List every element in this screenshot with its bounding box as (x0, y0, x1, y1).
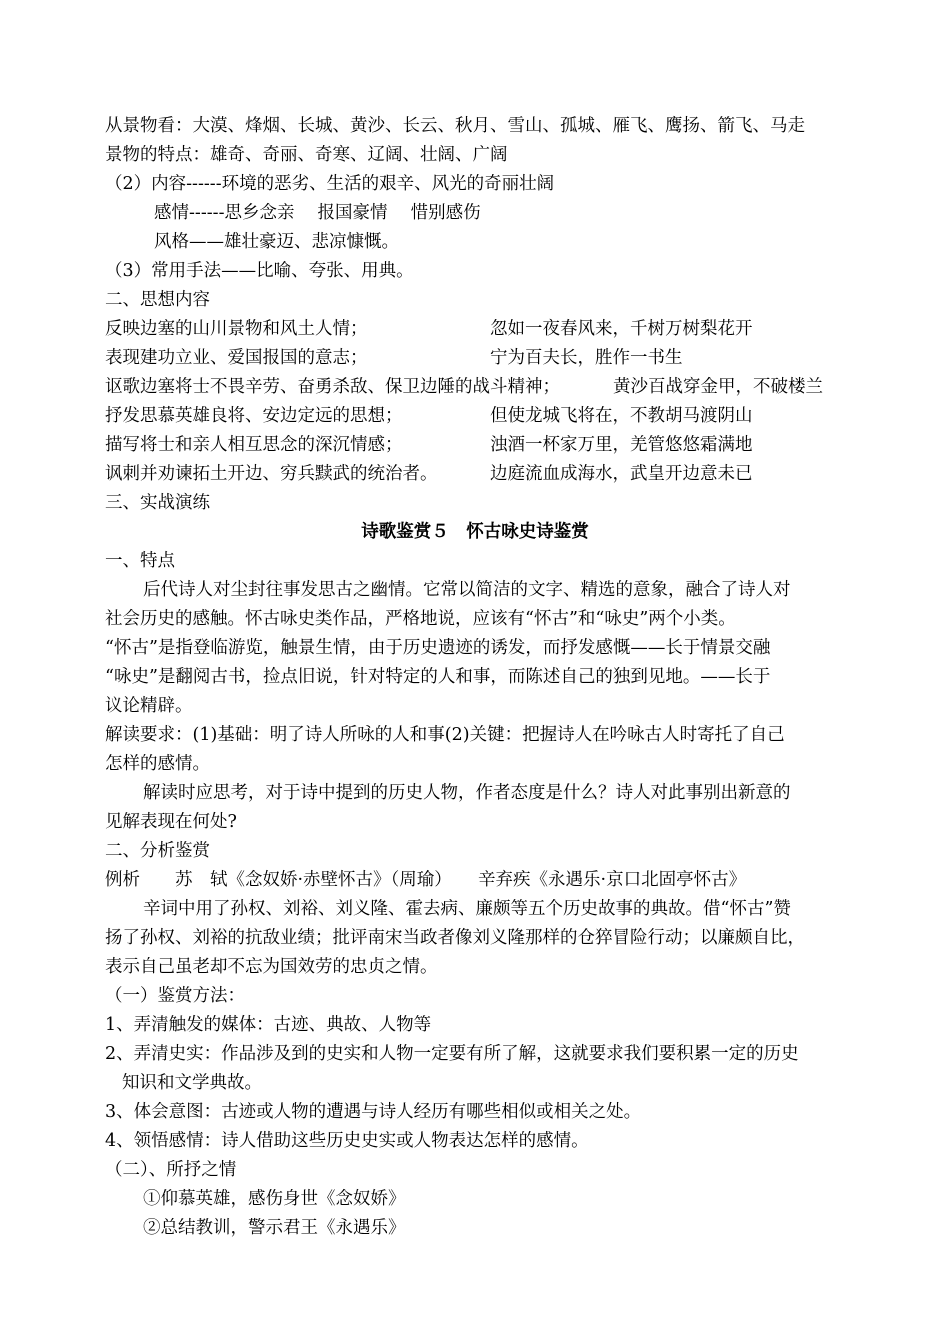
paragraph-line: 解读要求：(1)基础：明了诗人所咏的人和事(2)关键：把握诗人在吟咏古人时寄托了自己 (105, 725, 785, 745)
thought-row-right: 宁为百夫长，胜作一书生 (490, 348, 683, 368)
thought-row-left: 描写将士和亲人相互思念的深沉情感； (105, 435, 403, 455)
paragraph-line: 见解表现在何处? (105, 812, 237, 832)
thought-row-right: 浊酒一杯家万里，羌管悠悠霜满地 (490, 435, 753, 455)
emotion-item: ②总结教训，警示君王《永遇乐》 (143, 1218, 406, 1238)
thought-row-right: 但使龙城飞将在，不教胡马渡阴山 (490, 406, 753, 426)
content-line: （2）内容------环境的恶劣、生活的艰辛、风光的奇丽壮阔 (105, 174, 555, 194)
scenery-list-line: 从景物看：大漠、烽烟、长城、黄沙、长云、秋月、雪山、孤城、雁飞、鹰扬、箭飞、马走 (105, 116, 805, 136)
paragraph-line: 解读时应思考，对于诗中提到的历史人物，作者态度是什么？诗人对此事别出新意的 (143, 783, 791, 803)
thought-row-left: 讴歌边塞将士不畏辛劳、奋勇杀敌、保卫边陲的战斗精神； (105, 377, 560, 397)
section-heading-thought: 二、思想内容 (105, 290, 210, 310)
thought-row-right: 黄沙百战穿金甲，不破楼兰 (613, 377, 823, 397)
emotion-line: 感情------思乡念亲 报国豪情 惜别感伤 (154, 203, 481, 223)
thought-row-right: 忽如一夜春风来，千树万树梨花开 (490, 319, 753, 339)
paragraph-line: 怎样的感情。 (105, 754, 210, 774)
thought-row-left: 抒发思慕英雄良将、安边定远的思想； (105, 406, 403, 426)
method-item-continuation: 知识和文学典故。 (122, 1073, 262, 1093)
paragraph-line: 表示自己虽老却不忘为国效劳的忠贞之情。 (105, 957, 438, 977)
section-heading-practice: 三、实战演练 (105, 493, 210, 513)
thought-row-left: 表现建功立业、爱国报国的意志； (105, 348, 368, 368)
method-item: 3、体会意图：古迹或人物的遭遇与诗人经历有哪些相似或相关之处。 (105, 1102, 642, 1122)
thought-row-left: 讽刺并劝谏拓土开边、穷兵黩武的统治者。 (105, 464, 438, 484)
method-item: 4、领悟感情：诗人借助这些历史史实或人物表达怎样的感情。 (105, 1131, 589, 1151)
page-title: 诗歌鉴赏５ 怀古咏史诗鉴赏 (361, 522, 589, 542)
method-item: 2、弄清史实：作品涉及到的史实和人物一定要有所了解，这就要求我们要积累一定的历史 (105, 1044, 799, 1064)
paragraph-line: 后代诗人对尘封往事发思古之幽情。它常以简洁的文字、精选的意象，融合了诗人对 (143, 580, 791, 600)
paragraph-line: 辛词中用了孙权、刘裕、刘义隆、霍去病、廉颇等五个历史故事的典故。借“怀古”赞 (143, 899, 791, 919)
scenery-features-line: 景物的特点：雄奇、奇丽、奇寒、辽阔、壮阔、广阔 (105, 145, 508, 165)
example-line: 例析 苏 轼《念奴娇·赤壁怀古》（周瑜） 辛弃疾《永遇乐·京口北固亭怀古》 (105, 870, 747, 890)
style-line: 风格——雄壮豪迈、悲凉慷慨。 (154, 232, 399, 252)
thought-row-left: 反映边塞的山川景物和风土人情； (105, 319, 368, 339)
paragraph-line: “咏史”是翻阅古书，捡点旧说，针对特定的人和事，而陈述自己的独到见地。——长于 (105, 667, 771, 687)
thought-row-right: 边庭流血成海水，武皇开边意未已 (490, 464, 753, 484)
technique-line: （3）常用手法——比喻、夸张、用典。 (105, 261, 414, 281)
paragraph-line: 扬了孙权、刘裕的抗敌业绩；批评南宋当政者像刘义隆那样的仓猝冒险行动；以廉颇自比， (105, 928, 805, 948)
paragraph-line: 议论精辟。 (105, 696, 193, 716)
paragraph-line: “怀古”是指登临游览，触景生情，由于历史遗迹的诱发，而抒发感慨——长于情景交融 (105, 638, 771, 658)
section-heading-features: 一、特点 (105, 551, 175, 571)
subheading-method: （一）鉴赏方法： (105, 986, 245, 1006)
method-item: 1、弄清触发的媒体：古迹、典故、人物等 (105, 1015, 432, 1035)
section-heading-analysis: 二、分析鉴赏 (105, 841, 210, 861)
subheading-emotion: （二）、所抒之情 (105, 1160, 237, 1180)
paragraph-line: 社会历史的感触。怀古咏史类作品，严格地说，应该有“怀古”和“咏史”两个小类。 (105, 609, 736, 629)
emotion-item: ①仰慕英雄，感伤身世《念奴娇》 (143, 1189, 406, 1209)
